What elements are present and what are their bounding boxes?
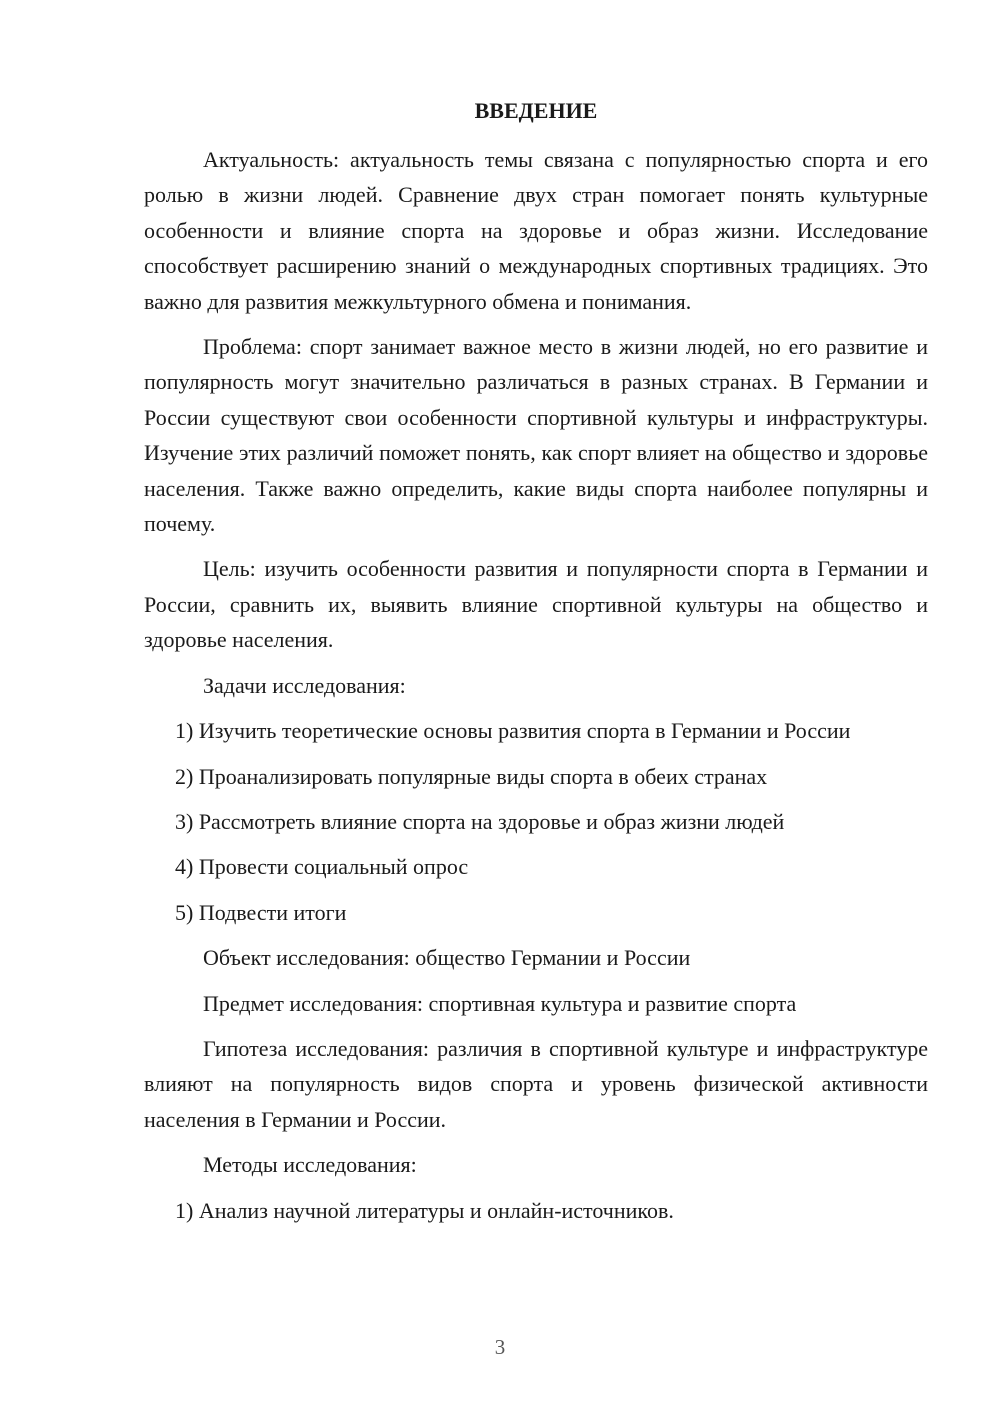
task-item: 3) Рассмотреть влияние спорта на здоровье и образ жизни людей — [175, 808, 785, 834]
task-item: 1) Изучить теоретические основы развития спорта в Германии и России — [175, 718, 851, 744]
tasks-heading: Задачи исследования: — [203, 672, 406, 698]
section-heading: ВВЕДЕНИЕ — [474, 98, 598, 123]
task-item: 5) Подвести итоги — [175, 899, 347, 925]
object-paragraph: Объект исследования: общество Германии и России — [203, 945, 691, 971]
task-item: 4) Провести социальный опрос — [175, 854, 469, 880]
method-item: 1) Анализ научной литературы и онлайн-источников. — [175, 1197, 674, 1223]
relevance-paragraph: Актуальность: актуальность темы связана с популярностью спорта и его ролью в жизни людей. Сравнение двух стран помогает понять культурные особенности и влияние спорта на здоровье и образ жизни. Исследование способствует расширению знаний о международных спортивных традициях. Это важно для развития межкультурного обмена и понимания. — [144, 147, 928, 314]
goal-paragraph: Цель: изучить особенности развития и популярности спорта в Германии и России, сравнить их, выявить влияние спортивной культуры на общество и здоровье населения. — [144, 556, 928, 653]
methods-heading: Методы исследования: — [203, 1152, 417, 1178]
task-item: 2) Проанализировать популярные виды спорта в обеих странах — [175, 763, 768, 789]
document-body — [144, 142, 928, 1228]
problem-paragraph: Проблема: спорт занимает важное место в жизни людей, но его развитие и популярность могут значительно различаться в разных странах. В Германии и России существуют свои особенности спортивной культуры и инфраструктуры. Изучение этих различий поможет понять, как спорт влияет на общество и здоровье населения. Также важно определить, какие виды спорта наиболее популярны и почему. — [144, 334, 928, 537]
subject-paragraph: Предмет исследования: спортивная культура и развитие спорта — [203, 990, 797, 1016]
page-number: 3 — [494, 1335, 506, 1359]
hypothesis-paragraph: Гипотеза исследования: различия в спортивной культуре и инфраструктуре влияют на популярность видов спорта и уровень физической активности населения в Германии и России. — [144, 1035, 928, 1132]
